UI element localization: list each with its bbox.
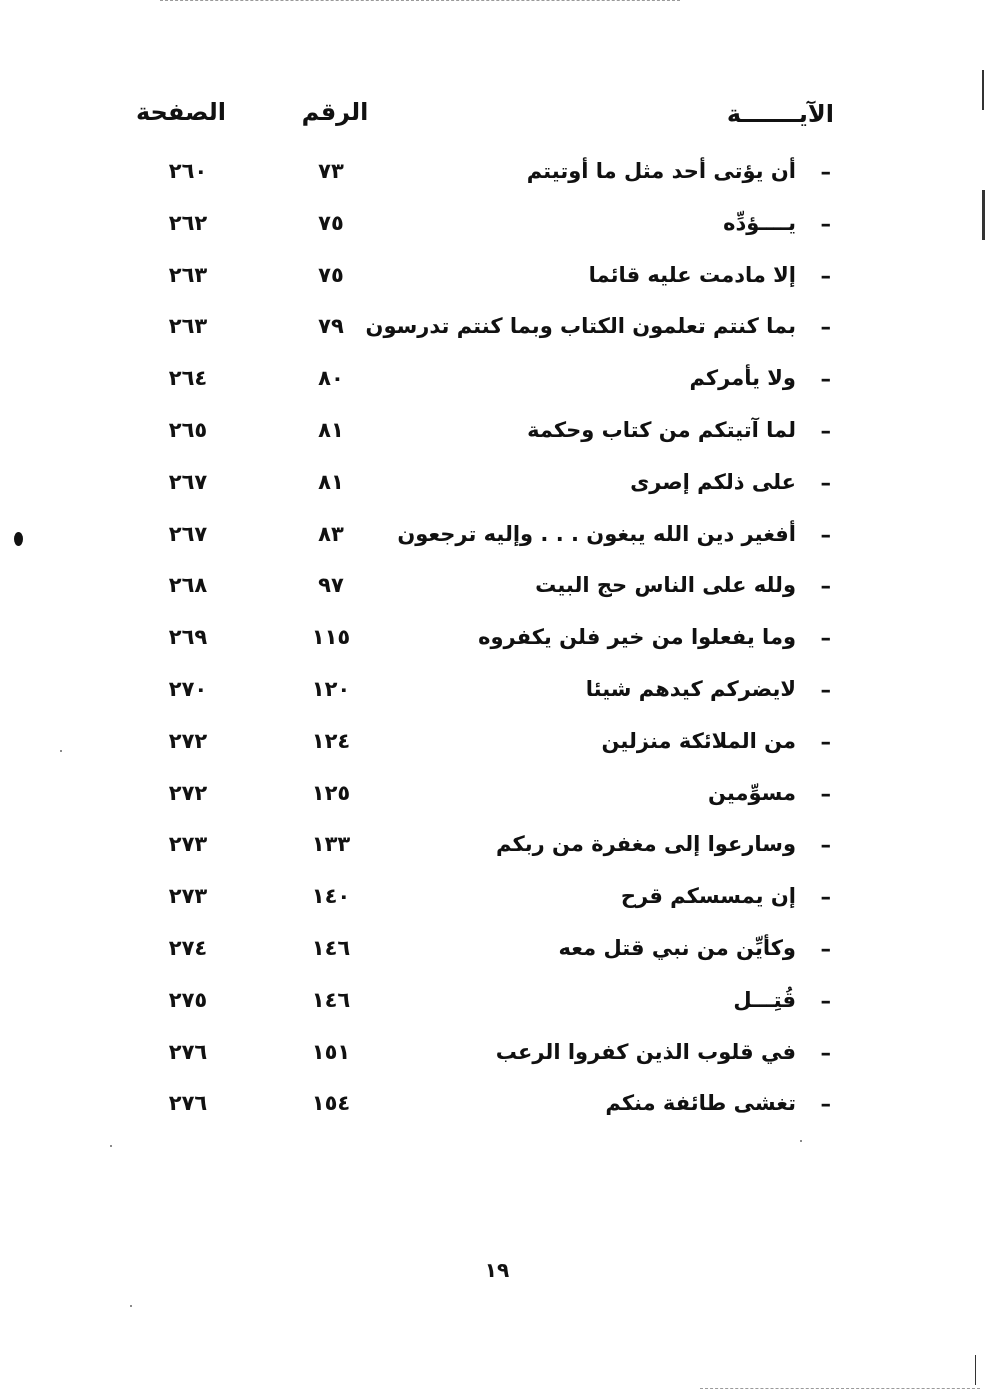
scan-speck [800, 1140, 802, 1142]
number-column-header: الرقم [301, 98, 369, 126]
page-reference: ٢٧٤ [168, 935, 208, 960]
page-reference: ٢٦٢ [168, 210, 208, 235]
table-row [0, 927, 994, 979]
table-row [0, 461, 994, 513]
row-dash: – [820, 936, 831, 961]
table-row [0, 254, 994, 306]
table-row [0, 305, 994, 357]
verse-text: ولا يأمركم [689, 366, 796, 391]
page-reference: ٢٧٢ [168, 780, 208, 805]
table-row [0, 772, 994, 824]
verse-text: لما آتيتكم من كتاب وحكمة [527, 417, 796, 442]
edge-mark [982, 70, 984, 110]
page-reference: ٢٦٨ [168, 573, 208, 598]
row-dash: – [820, 315, 831, 340]
verse-text: أفغير دين الله يبغون . . . وإليه ترجعون [397, 521, 796, 546]
page-reference: ٢٦٣ [168, 262, 208, 287]
edge-mark [982, 190, 985, 240]
verse-number: ٧٩ [318, 314, 344, 339]
table-row [0, 720, 994, 772]
verse-number: ١٢٥ [311, 780, 351, 805]
row-dash: – [820, 1092, 831, 1117]
row-dash: – [820, 574, 831, 599]
table-row [0, 513, 994, 565]
verse-number: ٨١ [318, 469, 344, 494]
row-dash: – [820, 833, 831, 858]
verse-number: ١٥٤ [311, 1091, 351, 1116]
verse-number: ١١٥ [311, 625, 351, 650]
row-dash: – [820, 885, 831, 910]
verse-text: لايضركم كيدهم شيئا [585, 676, 796, 701]
verse-text: وكأيِّن من نبي قتل معه [558, 935, 796, 960]
page-reference: ٢٧٦ [168, 1091, 208, 1116]
table-row [0, 564, 994, 616]
row-dash: – [820, 1040, 831, 1065]
table-row [0, 202, 994, 254]
page-reference: ٢٧٣ [168, 884, 208, 909]
verse-number: ٧٥ [318, 262, 344, 287]
verse-number: ٨٣ [318, 521, 344, 546]
table-row [0, 875, 994, 927]
page-column-header: الصفحة [136, 98, 227, 126]
page-reference: ٢٦٠ [168, 159, 208, 183]
verse-text: في قلوب الذين كفروا الرعب [495, 1039, 796, 1064]
verse-text: قُتِـــل [733, 987, 796, 1012]
row-dash: – [820, 211, 831, 236]
index-table [0, 150, 994, 1134]
bottom-rule [700, 1388, 980, 1389]
row-dash: – [820, 781, 831, 806]
page-reference: ٢٧٣ [168, 832, 208, 857]
table-row [0, 979, 994, 1031]
verse-number: ٨١ [318, 417, 344, 442]
page-reference: ٢٧٠ [168, 676, 208, 701]
verse-text: تغشى طائفة منكم [605, 1091, 796, 1116]
verse-text: إن يمسسكم قرح [620, 884, 796, 909]
page-reference: ٢٦٥ [168, 417, 208, 442]
verse-number: ١٤٦ [311, 987, 351, 1012]
table-row [0, 357, 994, 409]
scan-speck [130, 1305, 132, 1307]
verse-text: أن يؤتى أحد مثل ما أوتيتم [526, 159, 796, 183]
table-header [0, 98, 994, 138]
table-row [0, 1031, 994, 1083]
verse-text: على ذلكم إصرى [630, 469, 796, 494]
table-row [0, 150, 994, 202]
verse-number: ٧٣ [318, 159, 344, 183]
verse-number: ٩٧ [318, 573, 344, 598]
page-reference: ٢٦٤ [168, 366, 208, 391]
page-reference: ٢٧٦ [168, 1039, 208, 1064]
verse-column-header: الآيـــــــة [726, 100, 834, 128]
verse-number: ١٤٦ [311, 935, 351, 960]
table-row [0, 409, 994, 461]
verse-text: يــــؤدِّه [723, 210, 796, 235]
page-reference: ٢٦٣ [168, 314, 208, 339]
row-dash: – [820, 677, 831, 702]
verse-number: ٧٥ [318, 210, 344, 235]
verse-number: ٨٠ [318, 366, 344, 391]
row-dash: – [820, 988, 831, 1013]
verse-text: إلا مادمت عليه قائما [588, 262, 796, 287]
verse-text: مسوِّمين [707, 780, 796, 805]
verse-text: وسارعوا إلى مغفرة من ربكم [496, 832, 796, 857]
margin-ink-mark [14, 532, 23, 546]
page-reference: ٢٦٧ [168, 521, 208, 546]
row-dash: – [820, 470, 831, 495]
page-reference: ٢٦٩ [168, 625, 208, 650]
page-reference: ٢٧٢ [168, 728, 208, 753]
verse-text: من الملائكة منزلين [601, 728, 796, 753]
row-dash: – [820, 626, 831, 651]
row-dash: – [820, 418, 831, 443]
verse-text: وما يفعلوا من خير فلن يكفروه [478, 625, 796, 650]
page-reference: ٢٧٥ [168, 987, 208, 1012]
row-dash: – [820, 263, 831, 288]
edge-mark [975, 1355, 976, 1385]
table-row [0, 668, 994, 720]
row-dash: – [820, 367, 831, 392]
verse-number: ١٥١ [311, 1039, 351, 1064]
row-dash: – [820, 160, 831, 184]
verse-number: ١٢٠ [311, 676, 351, 701]
verse-text: بما كنتم تعلمون الكتاب وبما كنتم تدرسون [365, 314, 796, 339]
row-dash: – [820, 729, 831, 754]
table-row [0, 823, 994, 875]
scan-speck [60, 750, 62, 752]
verse-text: ولله على الناس حج البيت [535, 573, 796, 598]
page-number: ١٩ [484, 1258, 510, 1282]
scan-speck [110, 1145, 112, 1147]
table-row [0, 616, 994, 668]
verse-number: ١٣٣ [311, 832, 351, 857]
page-reference: ٢٦٧ [168, 469, 208, 494]
top-rule [160, 0, 680, 1]
verse-number: ١٢٤ [311, 728, 351, 753]
table-row [0, 1082, 994, 1134]
row-dash: – [820, 522, 831, 547]
verse-number: ١٤٠ [311, 884, 351, 909]
